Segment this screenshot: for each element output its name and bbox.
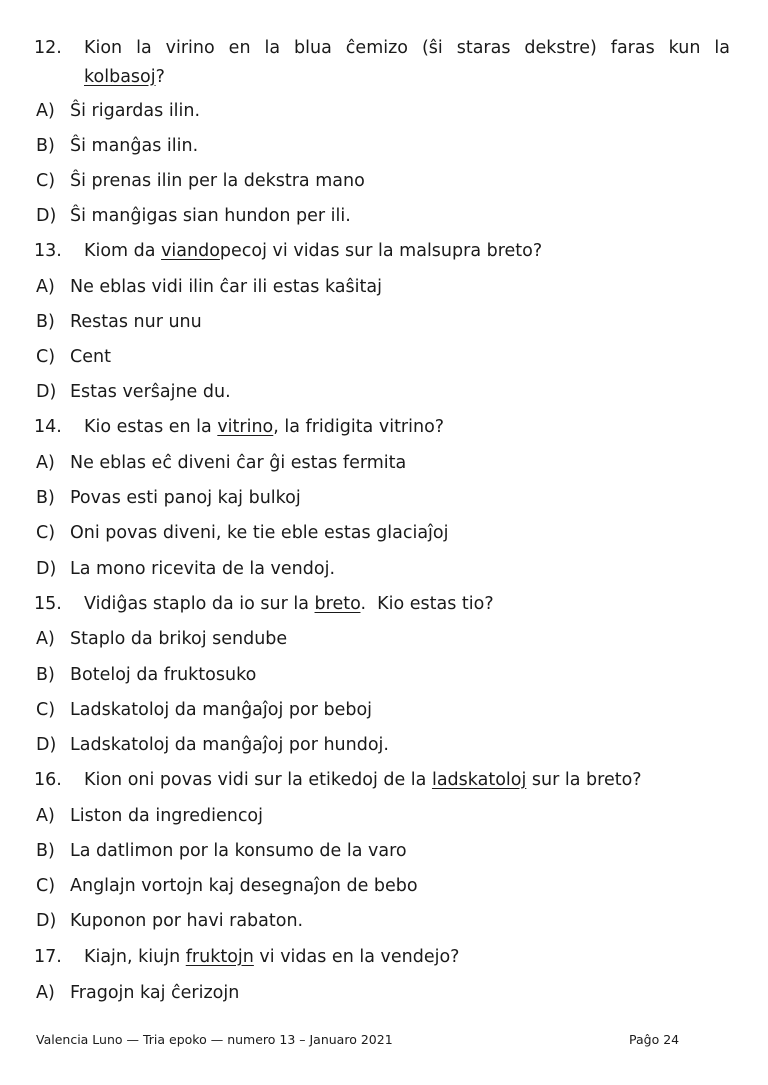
question-number: 13. <box>34 241 62 261</box>
question-text: Vidiĝas staplo da io sur la breto. Kio estas tio? <box>84 594 494 614</box>
underlined-term: kolbasoj <box>84 67 156 87</box>
question-number: 16. <box>34 770 62 790</box>
underlined-term: breto <box>314 594 361 614</box>
question-text: Kiom da viandopecoj vi vidas sur la malsupra breto? <box>84 241 543 261</box>
footer-page-number: Paĝo 24 <box>629 1032 680 1047</box>
underlined-term: vitrino <box>217 417 274 437</box>
underlined-term: fruktojn <box>185 947 254 967</box>
question-number: 15. <box>34 594 62 614</box>
footer-publication: Valencia Luno — Tria epoko — numero 13 – Januaro 2021 <box>36 1032 393 1047</box>
question-text: Kiajn, kiujn fruktojn vi vidas en la vendejo? <box>84 947 460 967</box>
question-number: 17. <box>34 947 62 967</box>
document-page: 12. Kion la virino en la blua ĉemizo (ŝi staras dekstre) faras kun la kolbasoj? A) Ŝi rigardas ilin. B) Ŝi manĝas ilin. C) Ŝi prenas ilin per la dekstra mano D) Ŝi manĝigas sian hundon per ili. 13. Kiom da viandopecoj vi vidas sur la malsupra breto? A) Ne eblas vidi ilin ĉar ili estas kaŝitaj B) Restas nur unu C) Cent D) Estas verŝajne du. 14. Kio estas en la vitrino, la fridigita vitrino? A) Ne eblas eĉ diveni ĉar ĝi estas fermita B) Povas esti panoj kaj bulkoj C) Oni povas diveni, ke tie eble estas glaciaĵoj D) La mono ricevita de la vendoj. 15. Vidiĝas staplo da io sur la breto. Kio estas tio? A) Staplo da brikoj sendube B) Boteloj da fruktosuko C) Ladskatoloj da manĝaĵoj por beboj D) Ladskatoloj da manĝaĵoj por hundoj. 16. Kion oni povas vidi sur la etikedoj de la ladskatoloj sur la breto? A) Liston da ingrediencoj B) La datlimon por la konsumo de la varo C) Anglajn vortojn kaj desegnaĵon de bebo D) Kuponon por havi rabaton. 17. Kiajn, kiujn fruktojn vi vidas en la vendejo? A) Fragojn kaj ĉerizojn Valencia Luno — Tria epoko — numero 13 – Januaro 2021 Paĝo 24 <box>34 38 730 1047</box>
underlined-term: viando <box>161 241 220 261</box>
question-text: Kion la virino en la blua ĉemizo (ŝi staras dekstre) faras kun la <box>84 38 730 58</box>
underlined-term: ladskatoloj <box>431 770 527 790</box>
question-number: 14. <box>34 417 62 437</box>
question-text: Kion oni povas vidi sur la etikedoj de la ladskatoloj sur la breto? <box>84 770 642 790</box>
question-number: 12. <box>34 38 62 58</box>
question-text: Kio estas en la vitrino, la fridigita vitrino? <box>84 417 445 437</box>
